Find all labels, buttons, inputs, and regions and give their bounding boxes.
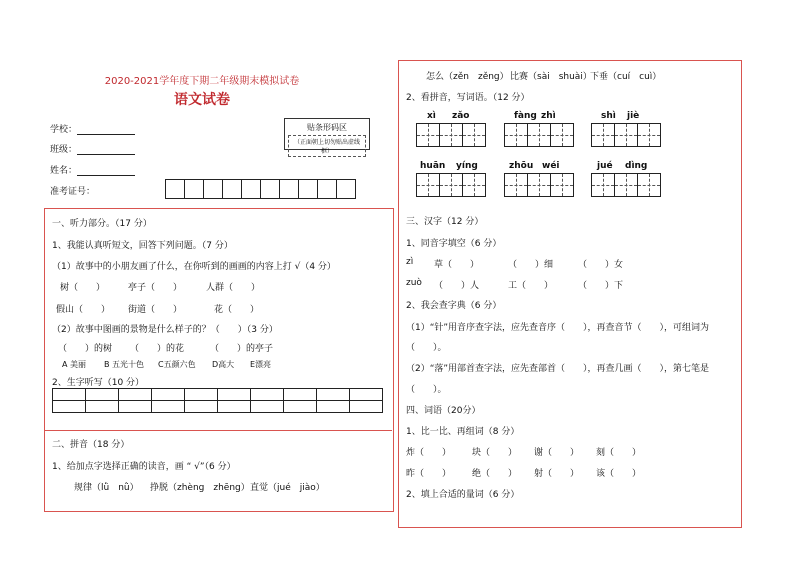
option-e: E漂亮 — [250, 360, 272, 369]
writing-grid-shijie[interactable] — [592, 123, 661, 147]
part1-q2: 2、生字听写（10 分） — [52, 378, 145, 388]
pinyin-label: shì — [601, 111, 616, 121]
blank-tree[interactable]: （ ）的树 — [58, 344, 113, 354]
school-field[interactable]: 学校： — [50, 122, 135, 135]
blank-flower[interactable]: （ ）的花 — [130, 344, 185, 354]
compare-zuo[interactable]: 昨（ ） — [406, 469, 452, 479]
pinyin-choice-6[interactable]: 下垂（cuí cuì） — [590, 72, 662, 82]
subject-title: 语文试卷 — [174, 92, 230, 108]
pinyin-label: yíng — [456, 161, 478, 171]
part1-q1-2: （2）故事中图画的景物是什么样子的？（ ）（3 分） — [52, 325, 278, 335]
dict-q1-line2[interactable]: （ ）。 — [406, 343, 447, 353]
part1-title: 一、听力部分。（17 分） — [52, 219, 152, 229]
choice-crowd[interactable]: 人群（ ） — [206, 283, 261, 293]
option-d: D高大 — [212, 360, 235, 369]
pinyin-label: xì — [427, 111, 436, 121]
exam-number-boxes[interactable] — [166, 179, 356, 199]
part3-q1: 1、同音字填空（6 分） — [406, 239, 502, 249]
choice-pavilion[interactable]: 亭子（ ） — [128, 283, 183, 293]
zuo-label: zuò — [406, 278, 422, 288]
dictation-grid[interactable] — [52, 388, 383, 413]
compare-ke[interactable]: 刻（ ） — [596, 448, 642, 458]
writing-grid-xizao[interactable] — [417, 123, 486, 147]
choice-street[interactable]: 街道（ ） — [128, 305, 183, 315]
zuo-blank-3[interactable]: （ ）下 — [578, 281, 624, 291]
barcode-area: 贴条形码区 （正面朝上切勿贴出虚线框） — [284, 118, 370, 150]
dict-q2-line1: （2）“落”用部首查字法，应先查部首（ ），再查几画（ ），第七笔是 — [406, 364, 710, 374]
pinyin-label: wéi — [542, 161, 560, 171]
compare-jue[interactable]: 绝（ ） — [472, 469, 518, 479]
section-divider — [44, 430, 392, 431]
pinyin-choice-5[interactable]: 比赛（sài shuài） — [510, 72, 592, 82]
pinyin-label: zhōu — [509, 161, 534, 171]
zi-blank-1[interactable]: 草（ ） — [434, 260, 480, 270]
compare-she[interactable]: 射（ ） — [534, 469, 580, 479]
pinyin-label: jiè — [627, 111, 640, 121]
zuo-blank-2[interactable]: 工（ ） — [508, 281, 554, 291]
compare-gai[interactable]: 该（ ） — [596, 469, 642, 479]
part4-q2: 2、填上合适的量词（6 分） — [406, 490, 520, 500]
part2-q1: 1、给加点字选择正确的读音，画 “ √”（6 分） — [52, 462, 236, 472]
dict-q2-line2[interactable]: （ ）。 — [406, 385, 447, 395]
zi-label: zì — [406, 257, 414, 267]
part1-q1: 1、我能认真听短文，回答下列问题。（7 分） — [52, 241, 233, 251]
class-field[interactable]: 班级： — [50, 142, 135, 155]
writing-grid-huanying[interactable] — [417, 173, 486, 197]
pinyin-choice-2[interactable]: 挣脱（zhèng zhēng） — [150, 483, 250, 493]
choice-rockery[interactable]: 假山（ ） — [56, 305, 111, 315]
pinyin-label: dìng — [625, 161, 648, 171]
option-a: A 美丽 — [62, 360, 87, 369]
pinyin-choice-3[interactable]: 直觉（jué jiào） — [250, 483, 325, 493]
dict-q1-line1: （1）“针”用音序查字法，应先查音序（ ），再查音节（ ），可组词为 — [406, 323, 710, 333]
option-b: B 五光十色 — [104, 360, 145, 369]
writing-grid-jueding[interactable] — [592, 173, 661, 197]
part1-q1-1: （1）故事中的小朋友画了什么，在你听到的画画的内容上打 √（4 分） — [52, 262, 336, 272]
part4-title: 四、词语（20分） — [406, 406, 481, 416]
compare-kuai[interactable]: 块（ ） — [472, 448, 518, 458]
compare-zha[interactable]: 炸（ ） — [406, 448, 452, 458]
right-q2: 2、看拼音，写词语。（12 分） — [406, 93, 530, 103]
compare-xie[interactable]: 谢（ ） — [534, 448, 580, 458]
pinyin-choice-4[interactable]: 怎么（zěn zěng） — [426, 72, 509, 82]
part4-q1: 1、比一比、再组词（8 分） — [406, 427, 520, 437]
choice-tree[interactable]: 树（ ） — [60, 283, 106, 293]
zuo-blank-1[interactable]: （ ）人 — [434, 281, 480, 291]
writing-grid-fangzhi[interactable] — [505, 123, 574, 147]
choice-flower[interactable]: 花（ ） — [214, 305, 260, 315]
option-c: C五颜六色 — [158, 360, 196, 369]
name-field[interactable]: 姓名： — [50, 163, 135, 176]
zi-blank-2[interactable]: （ ）细 — [508, 260, 554, 270]
pinyin-label: jué — [597, 161, 613, 171]
part3-q2: 2、我会查字典（6 分） — [406, 301, 502, 311]
part3-title: 三、汉字（12 分） — [406, 217, 484, 227]
writing-grid-zhouwei[interactable] — [505, 173, 574, 197]
part2-title: 二、拼音（18 分） — [52, 440, 130, 450]
pinyin-label: zhì — [541, 111, 556, 121]
pinyin-choice-1[interactable]: 规律（lǜ nǜ） — [74, 483, 139, 493]
exam-number-label: 准考证号： — [50, 187, 96, 197]
pinyin-label: huān — [420, 161, 446, 171]
zi-blank-3[interactable]: （ ）女 — [578, 260, 624, 270]
exam-title: 2020-2021学年度下期二年级期末模拟试卷 — [104, 76, 300, 87]
pinyin-label: zǎo — [452, 111, 470, 121]
blank-pavilion[interactable]: （ ）的亭子 — [210, 344, 274, 354]
pinyin-label: fàng — [514, 111, 537, 121]
